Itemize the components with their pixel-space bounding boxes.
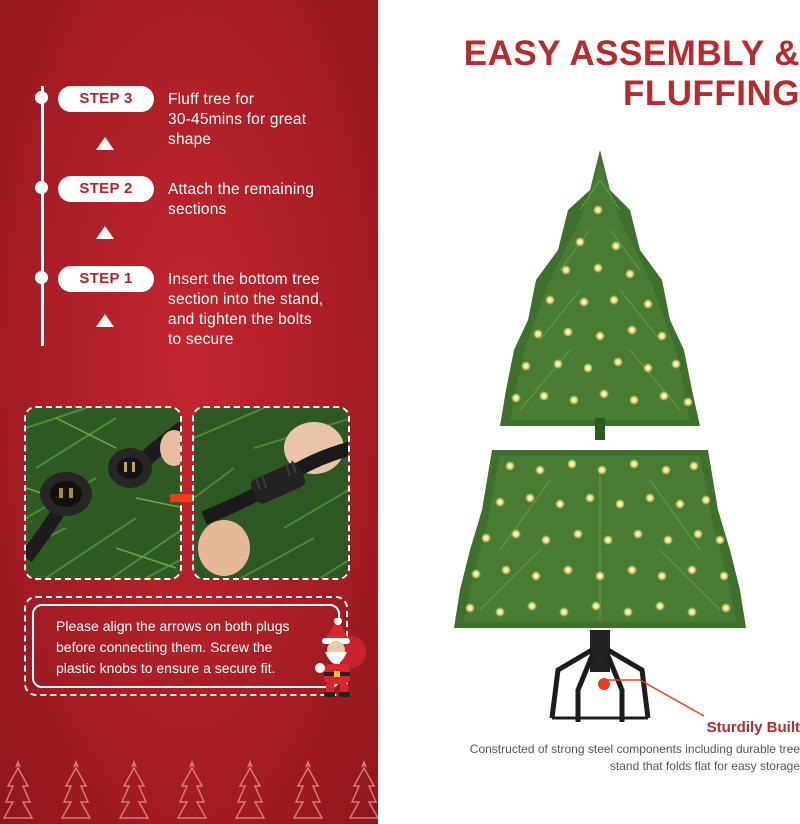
timeline-dot <box>35 181 48 194</box>
notice-line: plastic knobs to ensure a secure fit. <box>56 660 276 676</box>
christmas-tree-outline-icon <box>236 762 264 818</box>
christmas-tree-image <box>440 150 760 730</box>
step-1-text-line: and tighten the bolts <box>168 311 312 328</box>
step-3-badge: STEP 3 <box>58 86 154 112</box>
plug-alignment-notice <box>56 616 306 679</box>
christmas-tree-outline-icon <box>294 762 322 818</box>
step-2-text <box>168 180 368 220</box>
christmas-tree-outline-icon <box>178 762 206 818</box>
up-triangle-icon <box>96 314 114 327</box>
assembly-steps-panel <box>0 0 378 824</box>
step-2-badge: STEP 2 <box>58 176 154 202</box>
step-2-text-line: sections <box>168 201 227 218</box>
step-1-badge: STEP 1 <box>58 266 154 292</box>
timeline-dot <box>35 271 48 284</box>
step-3-text <box>168 90 368 150</box>
plugs-separated-photo <box>24 406 182 580</box>
feature-description-line: Constructed of strong steel components including durable tree <box>469 742 800 756</box>
step-1-text-line: Insert the bottom tree <box>168 271 320 288</box>
step-1-text <box>168 270 368 350</box>
step-2-text-line: Attach the remaining <box>168 181 315 198</box>
notice-line: Please align the arrows on both plugs <box>56 618 290 634</box>
santa-icon <box>308 618 368 698</box>
callout-leader-line <box>600 676 710 718</box>
step-3-text-line: Fluff tree for <box>168 91 255 108</box>
step-3-text-line: shape <box>168 131 212 148</box>
christmas-tree-outline-row <box>0 760 378 824</box>
plugs-connected-photo <box>192 406 350 580</box>
christmas-tree-outline-icon <box>350 762 378 818</box>
up-triangle-icon <box>96 226 114 239</box>
christmas-tree-outline-icon <box>120 762 148 818</box>
page-title-line: EASY ASSEMBLY & <box>463 34 800 73</box>
timeline-line <box>41 86 44 346</box>
page-title-line: FLUFFING <box>622 74 800 113</box>
notice-line: before connecting them. Screw the <box>56 639 273 655</box>
timeline-dot <box>35 91 48 104</box>
christmas-tree-outline-icon <box>62 762 90 818</box>
feature-description-line: stand that folds flat for easy storage <box>609 759 800 773</box>
up-triangle-icon <box>96 137 114 150</box>
step-1-text-line: section into the stand, <box>168 291 324 308</box>
feature-description <box>410 741 800 775</box>
step-1-text-line: to secure <box>168 331 234 348</box>
feature-title: Sturdily Built <box>706 719 800 736</box>
step-3-text-line: 30-45mins for great <box>168 111 307 128</box>
christmas-tree-outline-icon <box>4 762 32 818</box>
page-title <box>380 34 800 114</box>
